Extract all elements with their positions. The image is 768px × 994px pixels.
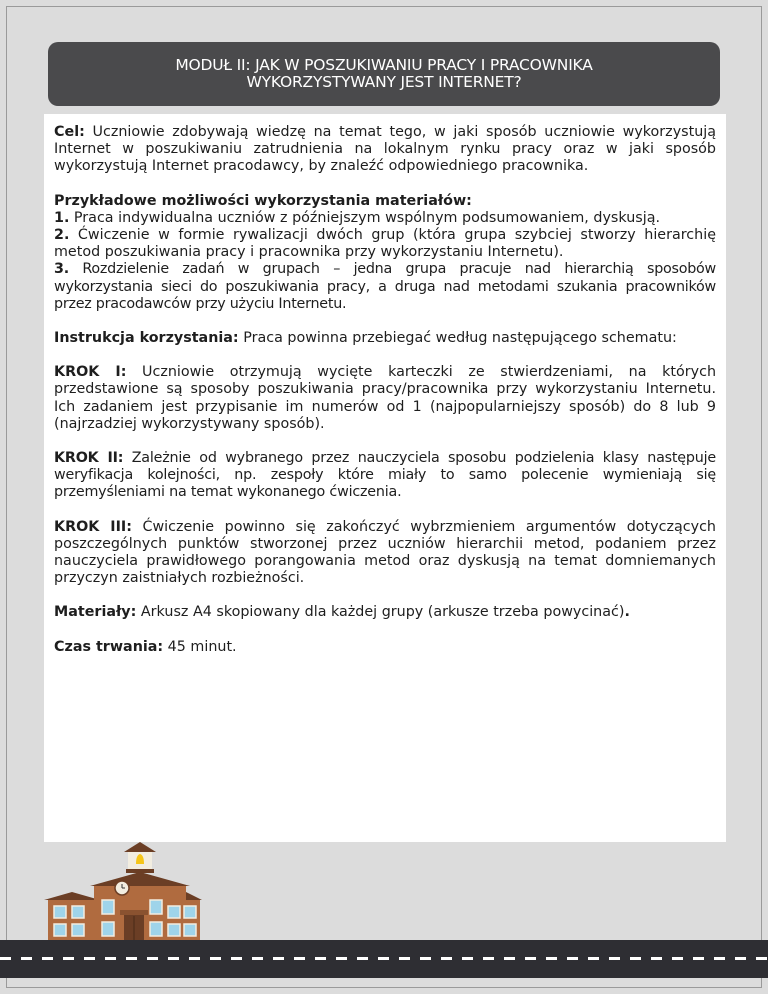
- road: [0, 940, 768, 978]
- instructions-text: Praca powinna przebiegać według następującego schematu:: [238, 330, 677, 347]
- module-title-line-1: MODUŁ II: JAK W POSZUKIWANIU PRACY I PRACOWNIKA: [175, 56, 593, 74]
- step-paragraph: [54, 519, 716, 588]
- content-card: [44, 114, 726, 842]
- school-building-icon: [38, 842, 202, 946]
- uses-item-text: Ćwiczenie w formie rywalizacji dwóch grup (która grupa szybciej stworzy hierarchię metod poszukiwania pracy i pracownika przy wykorzystaniu Internetu).: [54, 227, 716, 261]
- instructions-paragraph: [54, 330, 716, 347]
- step-label: KROK III:: [54, 518, 132, 535]
- uses-heading-text: Przykładowe możliwości wykorzystania materiałów:: [54, 192, 472, 209]
- uses-item-number: 2.: [54, 227, 70, 244]
- materials-end: .: [624, 604, 630, 621]
- uses-item-number: 3.: [54, 261, 69, 278]
- duration-text: 45 minut.: [163, 638, 237, 655]
- materials-label: Materiały:: [54, 604, 137, 621]
- duration-label: Czas trwania:: [54, 638, 164, 655]
- materials-paragraph: [54, 604, 716, 621]
- step-label: KROK II:: [54, 450, 124, 467]
- instructions-label: Instrukcja korzystania:: [54, 330, 239, 347]
- uses-heading: [54, 193, 716, 210]
- uses-item-text: Praca indywidualna uczniów z późniejszym wspólnym podsumowaniem, dyskusją.: [69, 209, 661, 226]
- step-paragraph: [54, 450, 716, 502]
- goal-text: Uczniowie zdobywają wiedzę na temat tego, w jaki sposób uczniowie wykorzystują Internet w poszukiwaniu zatrudnienia na lokalnym rynku pracy oraz w jaki sposób wykorzystują Internet pracodawcy, by znaleźć odpowiedniego pracownika.: [54, 124, 716, 175]
- uses-item-text: Rozdzielenie zadań w grupach – jedna grupa pracuje nad hierarchią sposobów wykorzystania sieci do poszukiwania pracy, a druga nad metodami szukania pracowników przez pracodawców przy użyciu Internetu.: [54, 261, 716, 312]
- uses-item: [54, 210, 716, 227]
- step-paragraph: [54, 364, 716, 433]
- step-text: Uczniowie otrzymują wycięte karteczki ze stwierdzeniami, na których przedstawione są sposoby poszukiwania pracy/pracownika przy wykorzystaniu Internetu. Ich zadaniem jest przypisanie im numerów od 1 (najpopularniejszy sposób) do 8 lub 9 (najrzadziej wykorzystywany sposób).: [54, 364, 717, 432]
- duration-paragraph: [54, 639, 716, 656]
- step-text: Zależnie od wybranego przez nauczyciela sposobu podzielenia klasy następuje weryfikacja kolejności, np. zespoły które miały to samo polecenie wymieniają się przemyśleniami na temat wykonanego ćwiczenia.: [54, 450, 716, 501]
- module-title-line-2: WYKORZYSTYWANY JEST INTERNET?: [246, 73, 522, 91]
- uses-item-number: 1.: [54, 209, 70, 226]
- module-title: [48, 42, 720, 106]
- uses-item: [54, 227, 716, 261]
- step-label: KROK I:: [54, 364, 127, 381]
- goal-paragraph: [54, 124, 716, 176]
- step-text: Ćwiczenie powinno się zakończyć wybrzmieniem argumentów dotyczących poszczególnych punktów stworzonej przez uczniów hierarchii metod, podaniem przez nauczyciela prawidłowego porangowania metod oraz dyskusją na temat domniemanych przyczyn zaistniałych rozbieżności.: [54, 518, 716, 587]
- materials-text: Arkusz A4 skopiowany dla każdej grupy (arkusze trzeba powycinać): [136, 604, 625, 621]
- road-markings: [0, 957, 768, 960]
- goal-label: Cel:: [54, 124, 85, 140]
- uses-item: [54, 261, 716, 313]
